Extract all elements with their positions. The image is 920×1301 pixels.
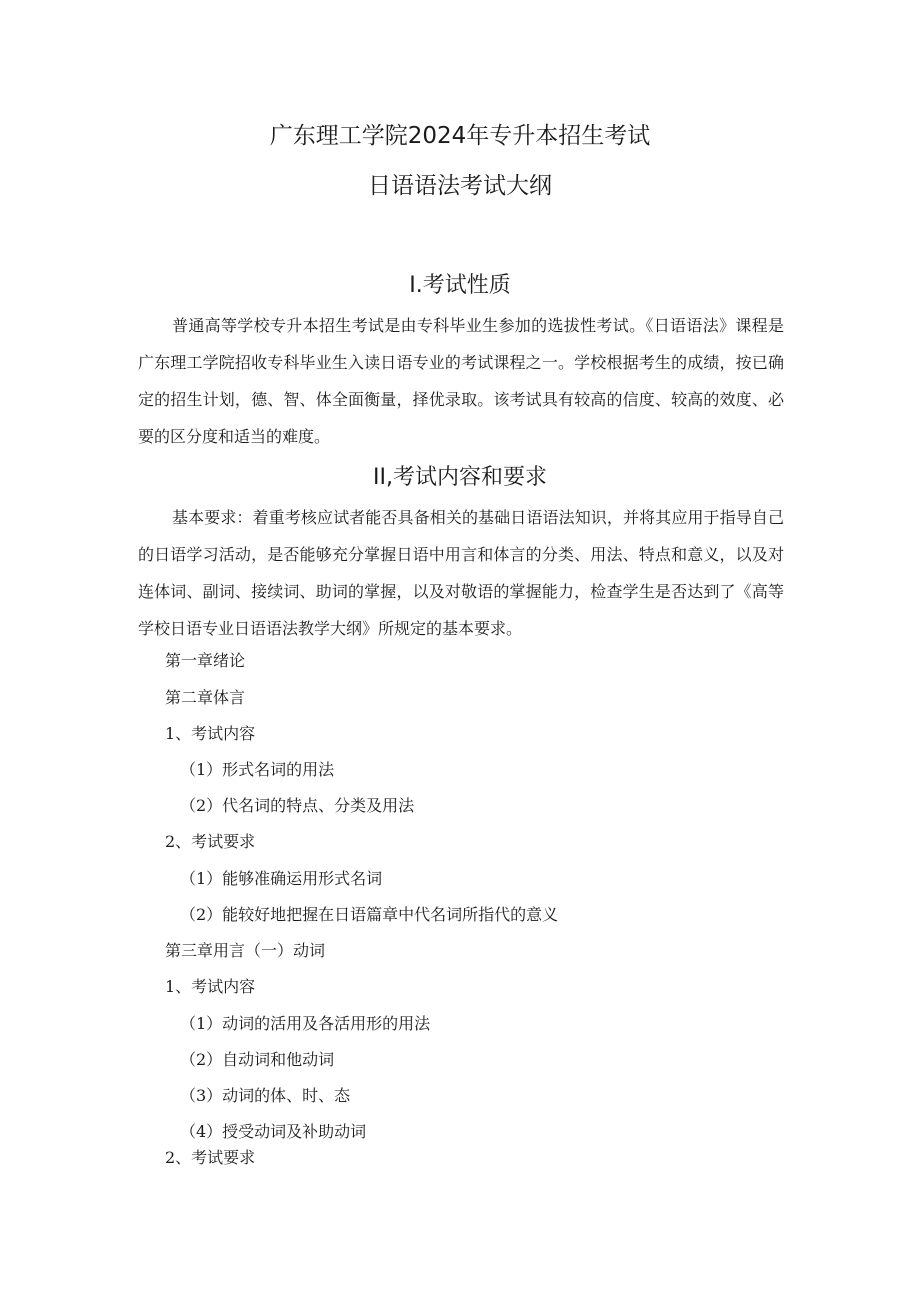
paragraph-exam-nature: 普通高等学校专升本招生考试是由专科毕业生参加的选拔性考试。《日语语法》课程是广东理工学院招收专科毕业生入读日语专业的考试课程之一。学校根据考生的成绩，按已确定的招生计划，德、智、体全面衡量，择优录取。该考试具有较高的信度、较高的效度、必要的区分度和适当的难度。 xyxy=(138,316,784,446)
outline-subitem: （1）能够准确运用形式名词 xyxy=(180,869,383,888)
document-title: 广东理工学院2024年专升本招生考试 xyxy=(269,123,651,149)
outline-item: 2、考试要求 xyxy=(165,1148,256,1167)
outline-subitem: （3）动词的体、时、态 xyxy=(180,1086,351,1105)
outline-subitem: （4）授受动词及补助动词 xyxy=(180,1122,367,1141)
outline-subitem: （1）动词的活用及各活用形的用法 xyxy=(180,1014,431,1033)
outline-subitem: （2）代名词的特点、分类及用法 xyxy=(180,796,415,815)
outline-subitem: （1）形式名词的用法 xyxy=(180,760,335,779)
outline-item: 1、考试内容 xyxy=(165,724,256,743)
outline-chapter-3: 第三章用言（一）动词 xyxy=(165,941,326,960)
outline-item: 1、考试内容 xyxy=(165,977,256,996)
section-heading-exam-content: II,考试内容和要求 xyxy=(373,465,547,490)
outline-chapter-2: 第二章体言 xyxy=(165,688,246,707)
outline-chapter-1: 第一章绪论 xyxy=(165,651,246,670)
section-heading-exam-nature: I.考试性质 xyxy=(409,273,511,298)
outline-item: 2、考试要求 xyxy=(165,832,256,851)
paragraph-basic-requirements: 基本要求：着重考核应试者能否具备相关的基础日语语法知识，并将其应用于指导自己的日语学习活动，是否能够充分掌握日语中用言和体言的分类、用法、特点和意义，以及对连体词、副词、接续词、助词的掌握，以及对敬语的掌握能力，检查学生是否达到了《高等学校日语专业日语语法教学大纲》所规定的基本要求。 xyxy=(138,508,784,638)
outline-subitem: （2）自动词和他动词 xyxy=(180,1050,335,1069)
outline-subitem: （2）能较好地把握在日语篇章中代名词所指代的意义 xyxy=(180,905,559,924)
document-subtitle: 日语语法考试大纲 xyxy=(368,173,552,199)
